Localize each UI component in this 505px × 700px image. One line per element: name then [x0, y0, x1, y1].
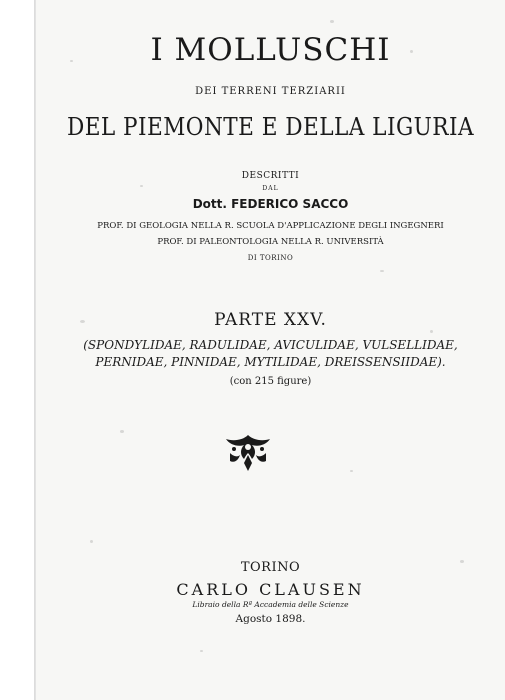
author-name: Dott. FEDERICO SACCO [192, 197, 349, 211]
publication-city: TORINO [240, 560, 301, 575]
paper-speck [120, 430, 124, 433]
paper-speck [430, 330, 433, 333]
families-line-1: (SPONDYLIDAE, RADULIDAE, AVICULIDAE, VULSELLIDAE, [83, 338, 458, 352]
paper-speck [330, 20, 334, 23]
paper-speck [350, 470, 353, 472]
printer-ornament-icon [222, 433, 274, 473]
figure-count: (con 215 figure) [229, 376, 312, 387]
paper-speck [200, 650, 203, 652]
publisher-note: Libraio della Rª Accademia delle Scienze [192, 600, 349, 609]
author-credential-geology: PROF. DI GEOLOGIA NELLA R. SCUOLA D'APPLICAZIONE DEGLI INGEGNERI [97, 221, 444, 231]
families-line-2: PERNIDAE, PINNIDAE, MYTILIDAE, DREISSENSIIDAE). [95, 355, 446, 369]
paper-speck [380, 270, 384, 272]
paper-speck [90, 540, 93, 543]
part-number: PARTE XXV. [214, 310, 327, 330]
subtitle-piemonte-liguria: DEL PIEMONTE E DELLA LIGURIA [66, 113, 475, 141]
described-label: DESCRITTI [241, 171, 300, 181]
subtitle-terziarii: DEI TERRENI TERZIARII [195, 86, 346, 97]
publisher-name: CARLO CLAUSEN [176, 580, 365, 599]
main-title: I MOLLUSCHI [150, 32, 391, 68]
by-label: DAL [262, 185, 279, 192]
author-credential-paleontology: PROF. DI PALEONTOLOGIA NELLA R. UNIVERSITÀ [157, 237, 384, 247]
publication-date: Agosto 1898. [235, 613, 306, 625]
author-credential-place: DI TORINO [247, 254, 294, 262]
